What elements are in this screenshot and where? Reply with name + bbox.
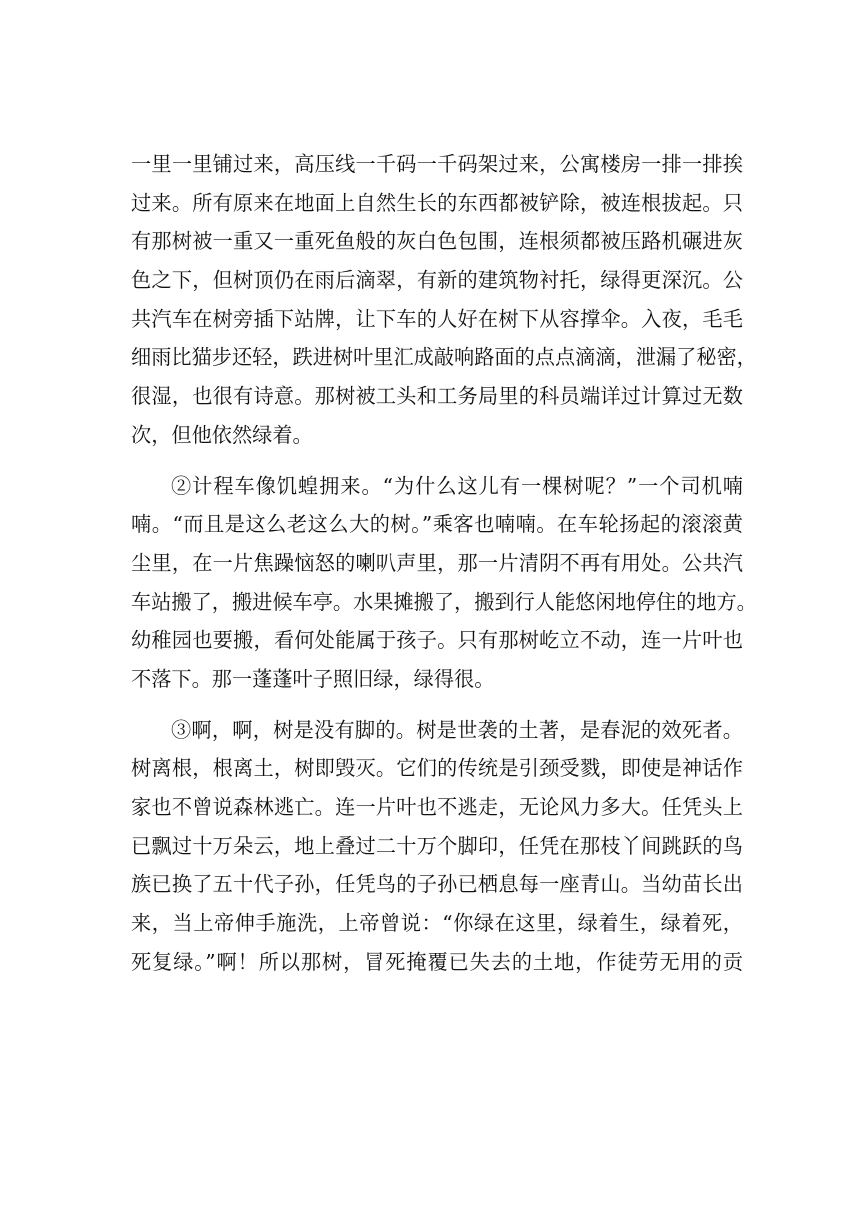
text-line: 细雨比猫步还轻，跌进树叶里汇成敲响路面的点点滴滴，泄漏了秘密，	[131, 345, 757, 370]
text-line: ②计程车像饥蝗拥来。“为什么这儿有一棵树呢？”一个司机喃	[171, 473, 743, 498]
text-line: 来，当上帝伸手施洗，上帝曾说：“你绿在这里，绿着生，绿着死，	[131, 911, 743, 936]
text-line: 族已换了五十代子孙，任凭鸟的子孙已栖息每一座青山。当幼苗长出	[131, 872, 743, 897]
text-line: 死复绿。”啊！所以那树，冒死掩覆已失去的土地，作徒劳无用的贡	[131, 949, 743, 974]
text-line: 色之下，但树顶仍在雨后滴翠，有新的建筑物衬托，绿得更深沉。公	[131, 268, 743, 293]
text-line: 车站搬了，搬进候车亭。水果摊搬了，搬到行人能悠闲地停住的地方。	[131, 589, 757, 614]
paragraph-1	[131, 145, 757, 455]
text-line: 有那树被一重又一重死鱼般的灰白色包围，连根须都被压路机碾进灰	[131, 229, 743, 254]
text-line: 不落下。那一蓬蓬叶子照旧绿，绿得很。	[131, 666, 495, 691]
text-line: 过来。所有原来在地面上自然生长的东西都被铲除，被连根拔起。只	[131, 190, 743, 215]
text-line: 已飘过十万朵云，地上叠过二十万个脚印，任凭在那枝丫间跳跃的鸟	[131, 833, 743, 858]
paragraph-spacer	[131, 699, 743, 711]
paragraph-3	[131, 711, 743, 982]
text-line: 喃。“而且是这么老这么大的树。”乘客也喃喃。在车轮扬起的滚滚黄	[131, 512, 743, 537]
paragraph-spacer	[131, 455, 743, 467]
paragraph-2	[131, 467, 757, 699]
text-line: 一里一里铺过来，高压线一千码一千码架过来，公寓楼房一排一排挨	[131, 152, 743, 176]
text-line: 很湿，也很有诗意。那树被工头和工务局里的科员端详过计算过无数	[131, 384, 743, 409]
text-line: 尘里，在一片焦躁恼怒的喇叭声里，那一片清阴不再有用处。公共汽	[131, 550, 743, 575]
article-body	[131, 145, 757, 981]
text-line: 家也不曾说森林逃亡。连一片叶也不逃走，无论风力多大。任凭头上	[131, 795, 743, 819]
text-line: 次，但他依然绿着。	[131, 422, 313, 447]
text-line: 幼稚园也要搬，看何处能属于孩子。只有那树屹立不动，连一片叶也	[131, 628, 743, 653]
text-line: ③啊，啊，树是没有脚的。树是世袭的土著，是春泥的效死者。	[171, 717, 743, 742]
text-line: 树离根，根离土，树即毁灭。它们的传统是引颈受戮，即使是神话作	[131, 756, 743, 781]
text-line: 共汽车在树旁插下站牌，让下车的人好在树下从容撑伞。入夜，毛毛	[131, 306, 743, 331]
